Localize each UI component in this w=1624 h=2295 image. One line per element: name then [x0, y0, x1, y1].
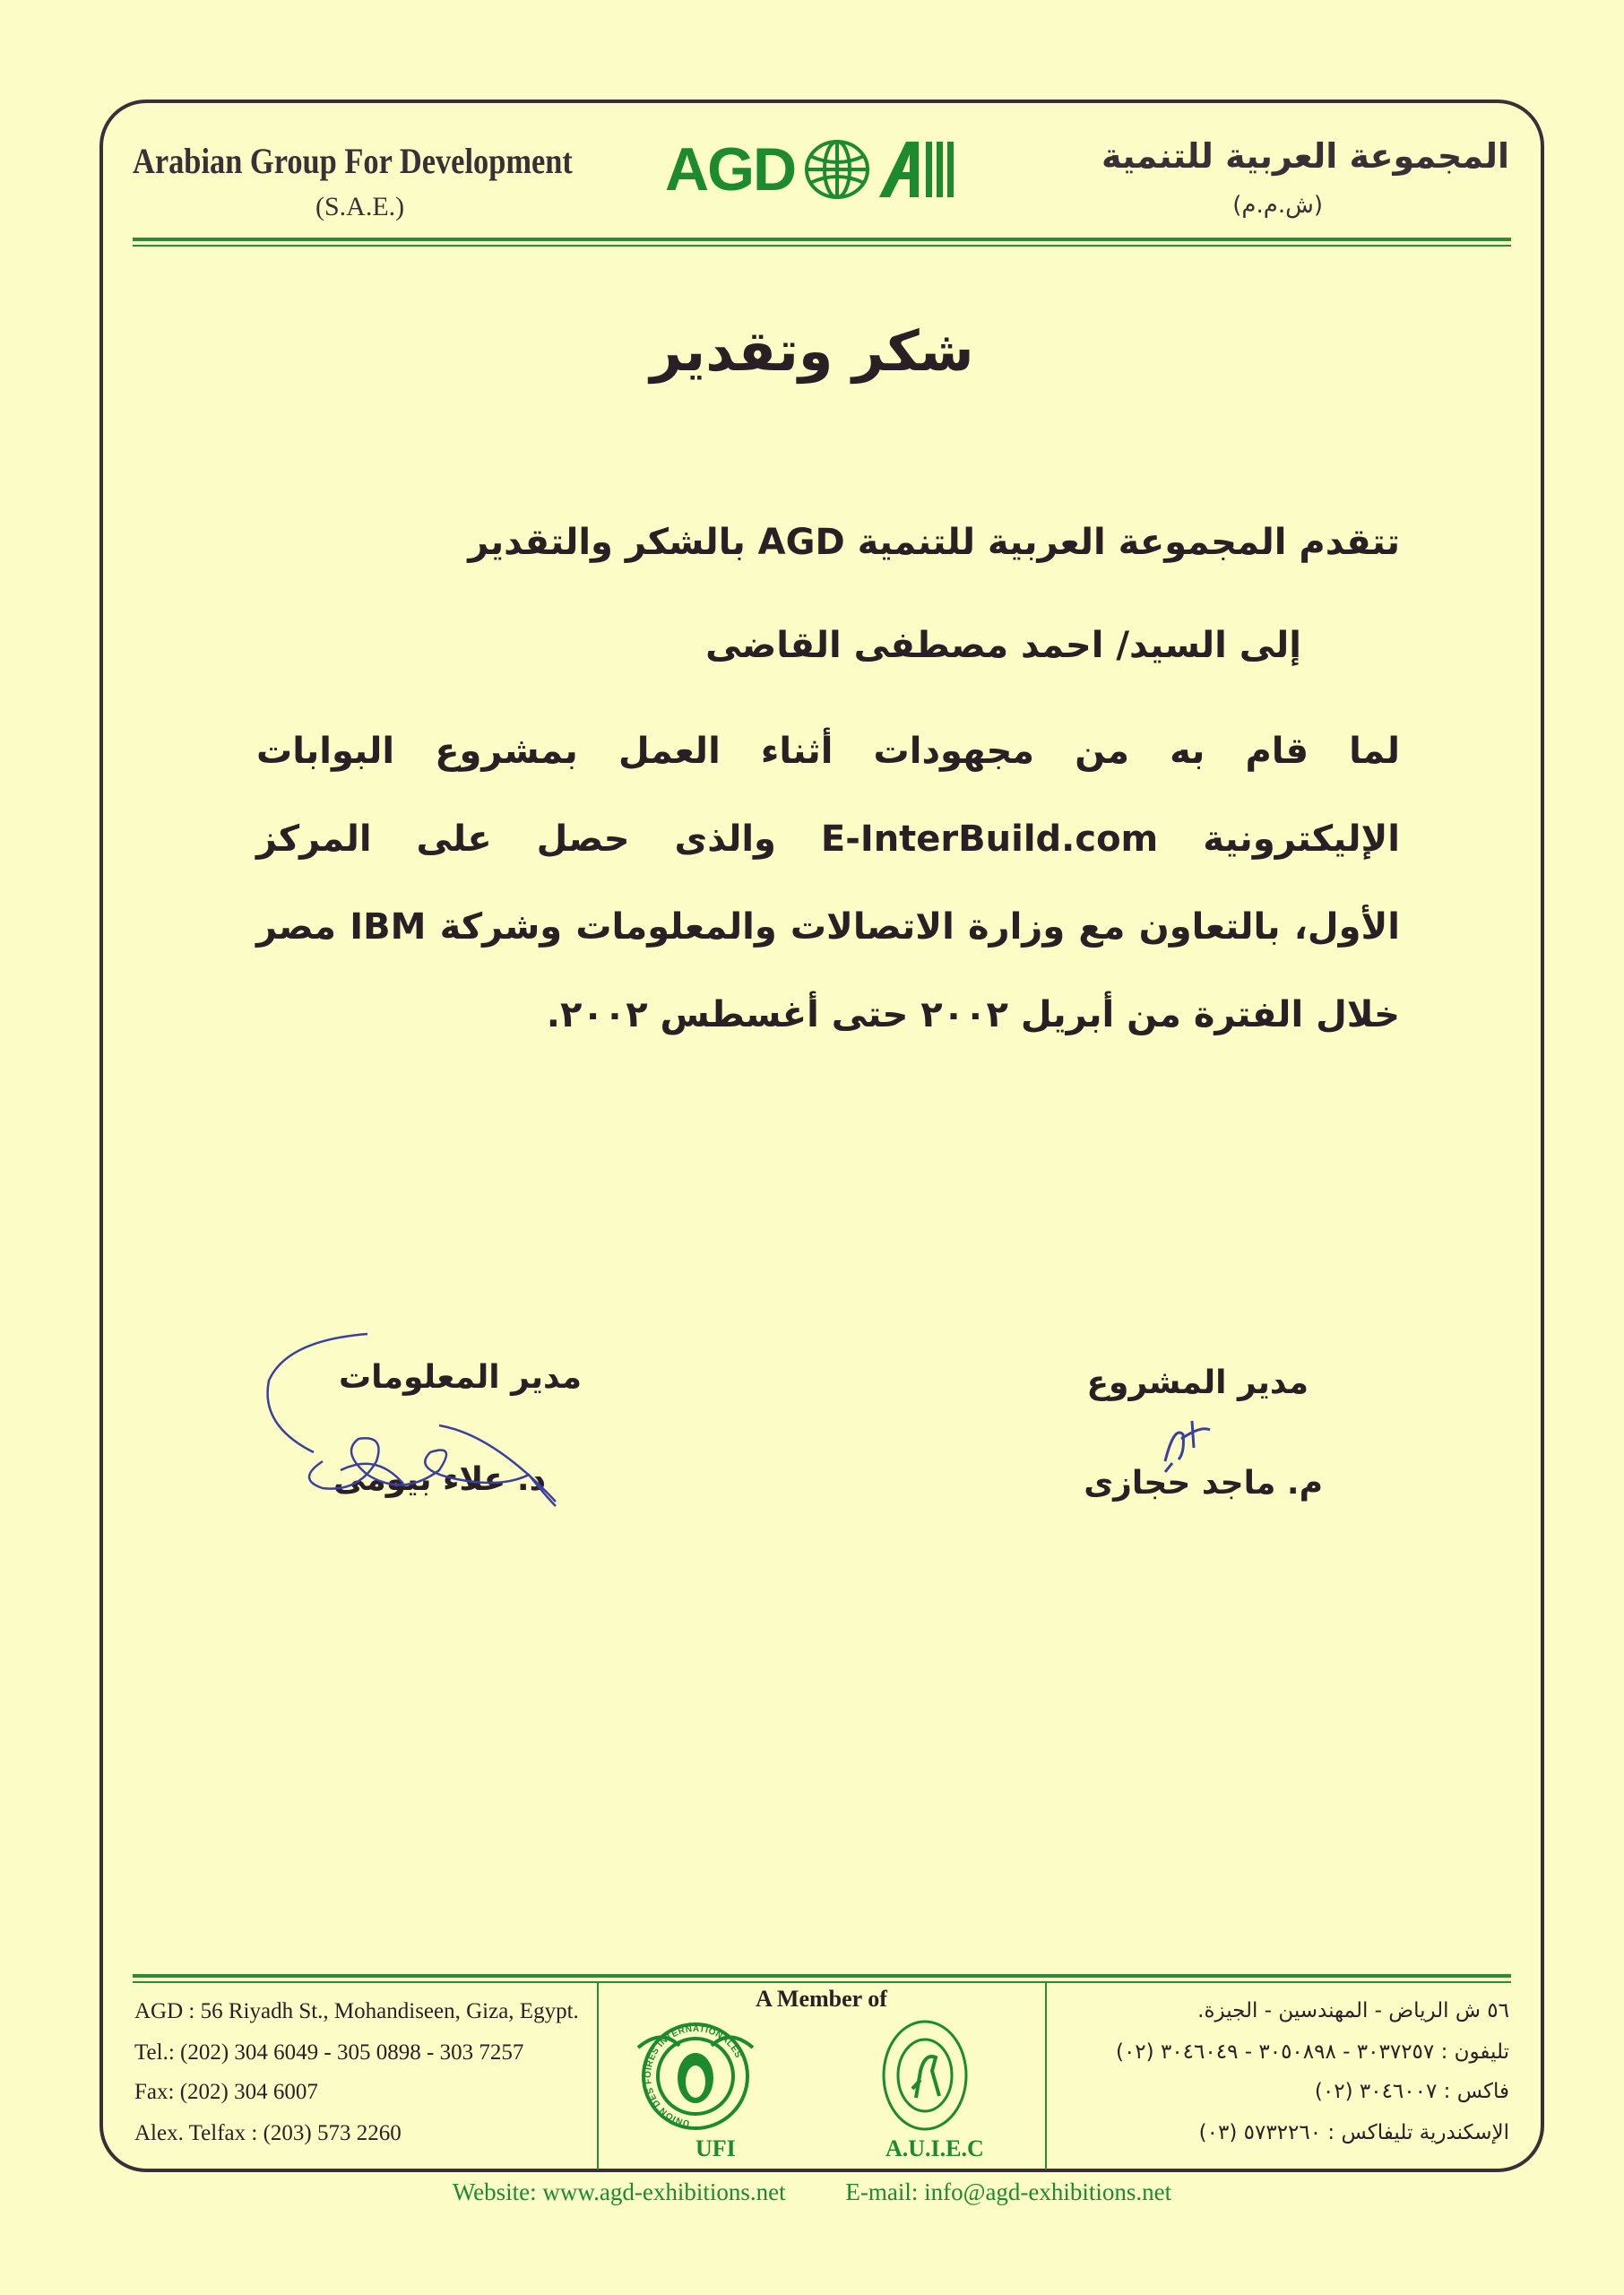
ufi-emblem: [635, 2015, 756, 2134]
tel-en: Tel.: (202) 304 6049 - 305 0898 - 303 7257: [134, 2040, 524, 2065]
project-manager-title: مدير المشروع: [1086, 1364, 1309, 1401]
body-line-4: الإليكترونية E-InterBuild.com والذى حصل على المركز: [256, 818, 1401, 860]
ufi-label: UFI: [695, 2135, 736, 2161]
body-line-3: لما قام به من مجهودات أثناء العمل بمشروع البوابات: [256, 731, 1400, 772]
company-type-en: (S.A.E.): [315, 192, 405, 221]
company-name-en: Arabian Group For Development: [133, 141, 573, 181]
signature-project-manager: [1129, 1407, 1255, 1479]
project-manager-name: م. ماجد حجازى: [1084, 1465, 1323, 1502]
ufi-ring-text: UNION DES FOIRES INTERNATIONALES: [643, 2023, 744, 2128]
globe-icon: [802, 138, 872, 201]
auiec-emblem: [880, 2017, 970, 2134]
contact-line: [0, 2178, 1624, 2206]
letterhead-frame: [99, 100, 1544, 2172]
footer-rule-thin: [133, 1981, 1511, 1983]
agd-logo: [665, 134, 960, 204]
address-en: AGD : 56 Riyadh St., Mohandiseen, Giza, Egypt.: [134, 1999, 579, 2023]
member-of-label: A Member of: [756, 1986, 887, 2012]
certificate-title: شكر وتقدير: [650, 318, 974, 384]
signature-it-manager: [260, 1327, 583, 1515]
header-rule: [133, 238, 1511, 241]
fax-ar: فاكس : ٣٠٤٦٠٠٧ (٠٢): [1314, 2080, 1509, 2103]
tel-ar: تليفون : ٣٠٣٧٢٥٧ - ٣٠٥٠٨٩٨ - ٣٠٤٦٠٤٩ (٠٢): [1115, 2040, 1509, 2064]
recipient-line: إلى السيد/ احمد مصطفى القاضى: [705, 625, 1301, 666]
auiec-label: A.U.I.E.C: [885, 2135, 984, 2161]
company-type-ar: (ش.م.م): [1232, 192, 1323, 219]
header-rule-thin: [133, 245, 1511, 247]
body-line-1: تتقدم المجموعة العربية للتنمية AGD بالشكر والتقدير: [468, 522, 1400, 563]
body-line-6: خلال الفترة من أبريل ٢٠٠٢ حتى أغسطس ٢٠٠٢.: [546, 994, 1400, 1035]
company-name-ar: المجموعة العربية للتنمية: [1101, 136, 1509, 176]
alex-telfax-ar: الإسكندرية تليفاكس : ٥٧٣٢٢٦٠ (٠٣): [1198, 2121, 1509, 2144]
website-link[interactable]: Website: www.agd-exhibitions.net: [452, 2178, 786, 2205]
footer-rule: [133, 1974, 1511, 1978]
a-mark-icon: [879, 138, 960, 201]
fax-en: Fax: (202) 304 6007: [134, 2080, 318, 2104]
it-manager-title: مدير المعلومات: [339, 1359, 583, 1396]
alex-telfax-en: Alex. Telfax : (203) 573 2260: [134, 2121, 402, 2145]
address-ar: ٥٦ ش الرياض - المهندسين - الجيزة.: [1197, 1999, 1509, 2022]
body-line-5: الأول، بالتعاون مع وزارة الاتصالات والمعلومات وشركة IBM مصر: [256, 906, 1400, 948]
email-link[interactable]: E-mail: info@agd-exhibitions.net: [845, 2178, 1172, 2205]
logo-text: AGD: [665, 135, 796, 204]
it-manager-name: د. علاء بيومى: [333, 1461, 547, 1498]
